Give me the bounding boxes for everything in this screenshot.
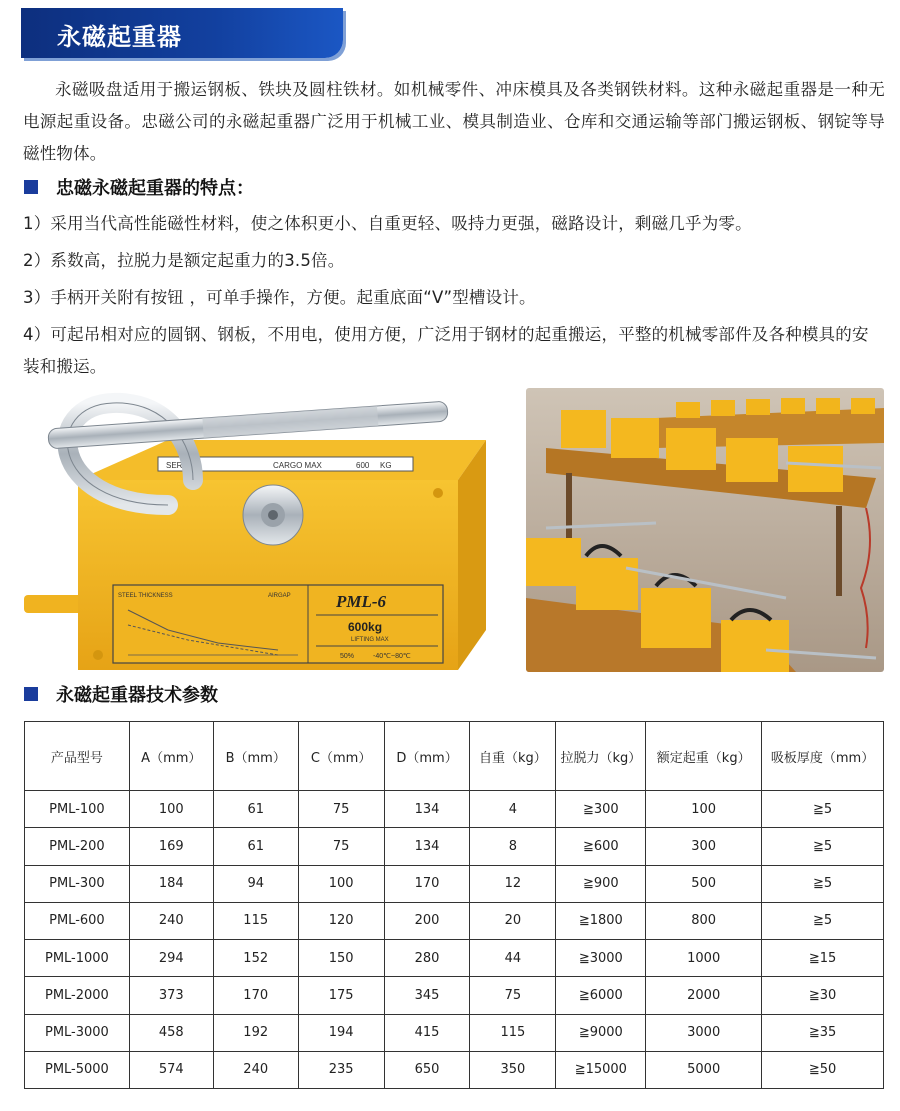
table-cell: PML-200 [25,828,130,865]
spec-heading-text: 永磁起重器技术参数 [56,685,218,706]
plate-airgap-text: AIRGAP [268,593,291,599]
col-header: A（mm） [129,722,213,791]
square-bullet-icon [24,687,38,701]
table-cell: PML-600 [25,902,130,939]
table-cell: 294 [129,940,213,977]
table-cell: ≧9000 [556,1014,646,1051]
col-header: 吸板厚度（mm） [762,722,884,791]
table-row [25,791,884,828]
table-cell: 94 [213,865,298,902]
table-cell: 115 [213,902,298,939]
col-header: 自重（kg） [470,722,556,791]
plate-unit-text: KG [380,461,392,470]
table-cell: 800 [646,902,762,939]
table-cell: ≧1800 [556,902,646,939]
plate-temp-text: -40℃~80℃ [373,653,411,660]
table-cell: 134 [384,791,470,828]
spec-table [24,721,884,1089]
table-cell: ≧15000 [556,1051,646,1088]
plate-cargo-text: CARGO MAX [273,461,322,470]
table-cell: 194 [298,1014,384,1051]
plate-percent-text: 50% [340,653,355,660]
table-cell: 3000 [646,1014,762,1051]
plate-serie-text: SERIE [166,461,191,470]
table-row [25,1051,884,1088]
table-cell: ≧300 [556,791,646,828]
table-cell: 8 [470,828,556,865]
table-row [25,865,884,902]
col-header: B（mm） [213,722,298,791]
table-cell: 169 [129,828,213,865]
workshop-illustration [526,388,884,672]
table-row [25,977,884,1014]
table-cell: ≧30 [762,977,884,1014]
table-cell: 44 [470,940,556,977]
table-cell: 170 [213,977,298,1014]
table-cell: 574 [129,1051,213,1088]
plate-capacity-text: 600kg [348,620,383,634]
table-cell: ≧35 [762,1014,884,1051]
feature-item: 2）系数高，拉脱力是额定起重力的3.5倍。 [23,251,345,270]
table-cell: 300 [646,828,762,865]
table-row [25,940,884,977]
table-cell: 100 [129,791,213,828]
table-cell: 75 [298,828,384,865]
table-cell: ≧5 [762,865,884,902]
table-cell: 184 [129,865,213,902]
intro-section [23,74,885,170]
table-cell: PML-100 [25,791,130,828]
table-row [25,1014,884,1051]
table-cell: ≧5 [762,791,884,828]
table-cell: 20 [470,902,556,939]
product-photo [18,385,496,680]
table-cell: ≧900 [556,865,646,902]
intro-paragraph: 永磁吸盘适用于搬运钢板、铁块及圆柱铁材。如机械零件、冲床模具及各类钢铁材料。这种永磁起重器是一种无电源起重设备。忠磁公司的永磁起重器广泛用于机械工业、模具制造业、仓库和交通运输等部门搬运钢板、钢锭等导磁性物体。 [23,80,885,163]
table-cell: 100 [646,791,762,828]
col-header: 产品型号 [25,722,130,791]
spec-heading [24,682,218,706]
table-cell: ≧600 [556,828,646,865]
features-heading [24,175,254,199]
col-header: 拉脱力（kg） [556,722,646,791]
table-cell: 75 [470,977,556,1014]
table-cell: 192 [213,1014,298,1051]
table-cell: 235 [298,1051,384,1088]
table-cell: PML-5000 [25,1051,130,1088]
table-cell: 500 [646,865,762,902]
table-cell: 100 [298,865,384,902]
plate-model-text: PML-6 [336,592,387,611]
table-cell: 12 [470,865,556,902]
table-cell: 280 [384,940,470,977]
table-cell: 458 [129,1014,213,1051]
title-bar [21,8,343,58]
col-header: D（mm） [384,722,470,791]
table-cell: ≧5 [762,902,884,939]
table-cell: ≧5 [762,828,884,865]
features-list [23,208,885,388]
plate-cargo-value: 600 [356,461,370,470]
table-cell: PML-300 [25,865,130,902]
square-bullet-icon [24,180,38,194]
table-cell: 175 [298,977,384,1014]
table-cell: 152 [213,940,298,977]
feature-item: 4）可起吊相对应的圆钢、钢板，不用电，使用方便，广泛用于钢材的起重搬运，平整的机械零部件及各种模具的安装和搬运。 [23,325,869,376]
table-cell: PML-1000 [25,940,130,977]
workshop-photo [526,388,884,672]
table-header-row [25,722,884,791]
table-cell: ≧3000 [556,940,646,977]
col-header: 额定起重（kg） [646,722,762,791]
table-cell: 2000 [646,977,762,1014]
table-cell: 5000 [646,1051,762,1088]
table-cell: 350 [470,1051,556,1088]
table-cell: 170 [384,865,470,902]
table-cell: PML-3000 [25,1014,130,1051]
feature-item: 1）采用当代高性能磁性材料，使之体积更小、自重更轻、吸持力更强，磁路设计，剩磁几乎为零。 [23,214,752,233]
table-cell: 373 [129,977,213,1014]
col-header: C（mm） [298,722,384,791]
table-cell: 200 [384,902,470,939]
feature-item: 3）手柄开关附有按钮 ，可单手操作，方便。起重底面“V”型槽设计。 [23,288,536,307]
table-row [25,828,884,865]
table-cell: 345 [384,977,470,1014]
table-cell: ≧15 [762,940,884,977]
table-cell: ≧50 [762,1051,884,1088]
table-cell: 120 [298,902,384,939]
table-cell: 240 [129,902,213,939]
table-cell: 150 [298,940,384,977]
table-row [25,902,884,939]
plate-steel-text: STEEL THICKNESS [118,593,173,599]
table-cell: 115 [470,1014,556,1051]
magnet-lifter-illustration [18,385,496,680]
table-cell: 75 [298,791,384,828]
table-cell: 415 [384,1014,470,1051]
features-heading-text: 忠磁永磁起重器的特点： [56,178,254,199]
table-cell: 61 [213,828,298,865]
table-cell: 1000 [646,940,762,977]
table-cell: 134 [384,828,470,865]
table-cell: PML-2000 [25,977,130,1014]
plate-lifting-text: LIFTING MAX [351,637,389,643]
table-cell: 240 [213,1051,298,1088]
table-cell: 650 [384,1051,470,1088]
page-title: 永磁起重器 [57,23,182,51]
table-cell: 4 [470,791,556,828]
table-cell: 61 [213,791,298,828]
table-cell: ≧6000 [556,977,646,1014]
